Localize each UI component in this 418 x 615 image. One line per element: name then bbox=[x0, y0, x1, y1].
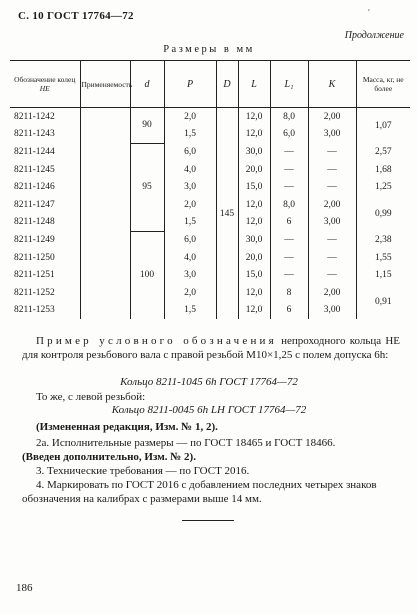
cell-K: 2,00 bbox=[308, 284, 356, 302]
cell-d: 90 bbox=[130, 108, 164, 144]
page-number: 186 bbox=[16, 582, 33, 594]
designation-example-right: Кольцо 8211-1045 6h ГОСТ 17764—72 bbox=[120, 376, 298, 388]
cell-mass: 1,55 bbox=[356, 249, 410, 267]
cell-K: — bbox=[308, 143, 356, 161]
cell-K: 2,00 bbox=[308, 196, 356, 214]
cell-p: 3,0 bbox=[164, 266, 216, 284]
example-rest: непроходного кольца НЕ для контроля резьбового вала с правой резьбой М10×1,25 с полем допуска 6h: bbox=[22, 335, 401, 361]
cell-code: 8211-1248 bbox=[14, 217, 55, 228]
cell-p: 1,5 bbox=[164, 126, 216, 144]
cell-L1: 8,0 bbox=[270, 108, 308, 126]
cell-code: 8211-1242 bbox=[14, 111, 55, 122]
table-row bbox=[10, 231, 410, 249]
amendment-note-1: (Измененная редакция, Изм. № 1, 2). bbox=[36, 421, 218, 433]
cell-K: 3,00 bbox=[308, 126, 356, 144]
table-title: Размеры в мм bbox=[163, 44, 255, 55]
dimensions-table bbox=[10, 60, 410, 319]
cell-p: 6,0 bbox=[164, 231, 216, 249]
cell-mass: 0,91 bbox=[356, 284, 410, 319]
continuation-label: Продолжение bbox=[344, 30, 404, 41]
cell-K: 3,00 bbox=[308, 214, 356, 232]
cell-p: 1,5 bbox=[164, 214, 216, 232]
cell-d: 95 bbox=[130, 143, 164, 231]
example-lead: Пример условного обозначения bbox=[36, 335, 277, 347]
cell-code: 8211-1251 bbox=[14, 270, 55, 281]
cell-L: 12,0 bbox=[238, 108, 270, 126]
cell-mass: 2,57 bbox=[356, 143, 410, 161]
cell-code: 8211-1246 bbox=[14, 182, 55, 193]
designation-example-left: Кольцо 8211-0045 6h LH ГОСТ 17764—72 bbox=[111, 404, 307, 416]
cell-p: 4,0 bbox=[164, 249, 216, 267]
cell-L1: 8 bbox=[270, 284, 308, 302]
cell-D: 145 bbox=[216, 108, 238, 320]
cell-code: 8211-1252 bbox=[14, 287, 55, 298]
cell-K: — bbox=[308, 249, 356, 267]
table-row bbox=[10, 196, 410, 214]
corner-mark: ' bbox=[368, 8, 370, 19]
cell-mass: 0,99 bbox=[356, 196, 410, 231]
cell-p: 6,0 bbox=[164, 143, 216, 161]
cell-L: 15,0 bbox=[238, 266, 270, 284]
example-paragraph bbox=[22, 334, 400, 362]
cell-code: 8211-1244 bbox=[14, 146, 55, 157]
table-header-row bbox=[10, 61, 410, 108]
cell-K: 2,00 bbox=[308, 108, 356, 126]
col-L1-header: L₁ bbox=[270, 61, 308, 108]
cell-L1: 8,0 bbox=[270, 196, 308, 214]
table-row bbox=[10, 161, 410, 179]
cell-code: 8211-1250 bbox=[14, 252, 55, 263]
cell-code: 8211-1245 bbox=[14, 164, 55, 175]
col-K-header: K bbox=[308, 61, 356, 108]
col-mass-header: Масса, кг, не более bbox=[356, 61, 410, 108]
cell-L1: 6 bbox=[270, 214, 308, 232]
table-row bbox=[10, 178, 410, 196]
cell-code: 8211-1243 bbox=[14, 129, 55, 140]
cell-mass: 1,15 bbox=[356, 266, 410, 284]
cell-d: 100 bbox=[130, 231, 164, 319]
col-d-header: d bbox=[130, 61, 164, 108]
clause-3: 3. Технические требования — по ГОСТ 2016. bbox=[36, 465, 250, 477]
table-row bbox=[10, 143, 410, 161]
cell-mass: 1,07 bbox=[356, 108, 410, 144]
amendment-note-2: (Введен дополнительно, Изм. № 2). bbox=[22, 451, 196, 463]
cell-code: 8211-1249 bbox=[14, 234, 55, 245]
cell-K: — bbox=[308, 231, 356, 249]
cell-p: 4,0 bbox=[164, 161, 216, 179]
table-row bbox=[10, 302, 410, 320]
cell-L1: — bbox=[270, 231, 308, 249]
cell-K: — bbox=[308, 178, 356, 196]
cell-L: 20,0 bbox=[238, 161, 270, 179]
col-code-sub: НЕ bbox=[39, 84, 50, 93]
col-applic-header: Применяемость bbox=[80, 61, 130, 108]
col-p-header: P bbox=[164, 61, 216, 108]
table-row bbox=[10, 249, 410, 267]
cell-L: 20,0 bbox=[238, 249, 270, 267]
table-row bbox=[10, 214, 410, 232]
cell-L1: — bbox=[270, 143, 308, 161]
cell-L1: — bbox=[270, 266, 308, 284]
cell-applic bbox=[80, 108, 130, 320]
col-D-header: D bbox=[216, 61, 238, 108]
col-code-header: Обозначение колец НЕ bbox=[10, 61, 80, 108]
cell-L: 12,0 bbox=[238, 302, 270, 320]
cell-K: — bbox=[308, 161, 356, 179]
cell-L: 15,0 bbox=[238, 178, 270, 196]
cell-mass: 2,38 bbox=[356, 231, 410, 249]
cell-L: 30,0 bbox=[238, 231, 270, 249]
cell-L: 12,0 bbox=[238, 214, 270, 232]
table-row bbox=[10, 284, 410, 302]
cell-K: — bbox=[308, 266, 356, 284]
cell-L1: 6 bbox=[270, 302, 308, 320]
cell-p: 2,0 bbox=[164, 284, 216, 302]
cell-L: 12,0 bbox=[238, 284, 270, 302]
table-row bbox=[10, 108, 410, 126]
section-divider bbox=[182, 520, 234, 521]
cell-L: 30,0 bbox=[238, 143, 270, 161]
table-row bbox=[10, 126, 410, 144]
page-header: С. 10 ГОСТ 17764—72 bbox=[18, 10, 134, 22]
cell-K: 3,00 bbox=[308, 302, 356, 320]
cell-L: 12,0 bbox=[238, 196, 270, 214]
clause-2a: 2а. Исполнительные размеры — по ГОСТ 18465 и ГОСТ 18466. bbox=[36, 437, 336, 449]
table-row bbox=[10, 266, 410, 284]
cell-L1: — bbox=[270, 249, 308, 267]
cell-code: 8211-1253 bbox=[14, 305, 55, 316]
cell-L1: 6,0 bbox=[270, 126, 308, 144]
cell-L: 12,0 bbox=[238, 126, 270, 144]
cell-p: 2,0 bbox=[164, 196, 216, 214]
cell-L1: — bbox=[270, 161, 308, 179]
cell-mass: 1,25 bbox=[356, 178, 410, 196]
cell-p: 2,0 bbox=[164, 108, 216, 126]
cell-mass: 1,68 bbox=[356, 161, 410, 179]
cell-p: 3,0 bbox=[164, 178, 216, 196]
cell-p: 1,5 bbox=[164, 302, 216, 320]
col-L-header: L bbox=[238, 61, 270, 108]
cell-L1: — bbox=[270, 178, 308, 196]
clause-4: 4. Маркировать по ГОСТ 2016 с добавлением последних четырех знаков обозначения на калибрах с размерами выше 14 мм. bbox=[22, 479, 377, 505]
cell-code: 8211-1247 bbox=[14, 199, 55, 210]
left-thread-note: То же, с левой резьбой: bbox=[36, 391, 146, 403]
